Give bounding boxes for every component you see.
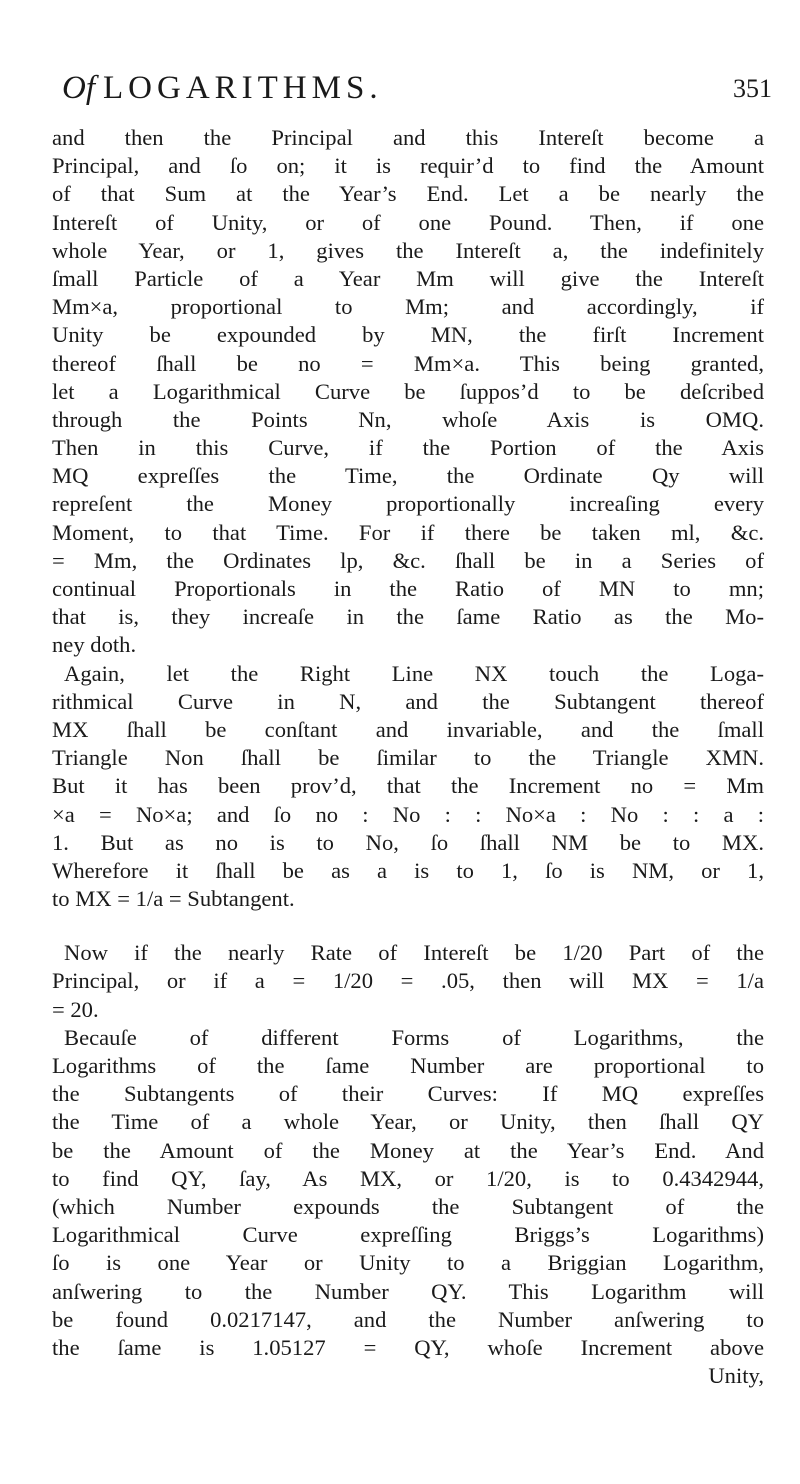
- text-line: ſo is one Year or Unity to a Briggian Logarithm,: [52, 1250, 764, 1276]
- running-title: [62, 70, 383, 107]
- page-number: 351: [733, 74, 772, 103]
- text-line: be the Amount of the Money at the Year’s End. And: [52, 1137, 764, 1163]
- text-line: Unity be expounded by MN, the firſt Increment: [52, 322, 764, 348]
- text-line: = Mm, the Ordinates lp, &c. ſhall be in a Series of: [52, 547, 764, 573]
- text-line: Then in this Curve, if the Portion of the Axis: [52, 435, 764, 461]
- text-line: ney doth.: [52, 632, 137, 658]
- text-line: of that Sum at the Year’s End. Let a be nearly the: [52, 181, 764, 207]
- text-line: Mm×a, proportional to Mm; and accordingly, if: [52, 294, 764, 320]
- text-line: ſmall Particle of a Year Mm will give the Intereſt: [52, 265, 764, 291]
- text-line: 1. But as no is to No, ſo ſhall NM be to MX.: [52, 829, 764, 855]
- text-line: MQ expreſſes the Time, the Ordinate Qy will: [52, 463, 764, 489]
- text-line: through the Points Nn, whoſe Axis is OMQ.: [52, 406, 764, 432]
- text-line: the ſame is 1.05127 = QY, whoſe Increment above: [52, 1334, 764, 1360]
- running-header: [62, 70, 772, 110]
- text-line: Logarithmical Curve expreſſing Briggs’s Logarithms): [52, 1222, 764, 1248]
- text-line: (which Number expounds the Subtangent of the: [52, 1193, 764, 1219]
- text-line: But it has been prov’d, that the Increment no = Mm: [52, 773, 764, 799]
- text-line: the Time of a whole Year, or Unity, then ſhall QY: [52, 1109, 764, 1135]
- text-line: anſwering to the Number QY. This Logarithm will: [52, 1278, 764, 1304]
- body-text: [52, 124, 764, 1390]
- text-line: Wherefore it ſhall be as a is to 1, ſo is NM, or 1,: [52, 857, 764, 883]
- text-line: Logarithms of the ſame Number are proportional to: [52, 1053, 764, 1078]
- text-line: Now if the nearly Rate of Intereſt be 1/20 Part of the: [64, 940, 764, 966]
- text-line: be found 0.0217147, and the Number anſwering to: [52, 1306, 764, 1332]
- text-line: and then the Principal and this Intereſt become a: [52, 125, 764, 150]
- text-line: = 20.: [52, 996, 99, 1022]
- text-line: continual Proportionals in the Ratio of MN to mn;: [52, 576, 764, 601]
- text-line: thereof ſhall be no = Mm×a. This being granted,: [52, 350, 764, 376]
- text-line: the Subtangents of their Curves: If MQ expreſſes: [52, 1081, 764, 1107]
- text-line: MX ſhall be conſtant and invariable, and the ſmall: [52, 716, 764, 742]
- text-line: to find QY, ſay, As MX, or 1/20, is to 0.4342944,: [52, 1165, 764, 1191]
- text-line: repreſent the Money proportionally increaſing every: [52, 491, 764, 517]
- text-line: Triangle Non ſhall be ſimilar to the Triangle XMN.: [52, 745, 764, 771]
- text-line: Principal, or if a = 1/20 = .05, then will MX = 1/a: [52, 968, 764, 994]
- text-line: ×a = No×a; and ſo no : No : : No×a : No : : a :: [52, 801, 764, 827]
- text-line: Intereſt of Unity, or of one Pound. Then, if one: [52, 209, 764, 235]
- text-line: Again, let the Right Line NX touch the Loga-: [64, 660, 764, 686]
- text-line: to MX = 1/a = Subtangent.: [52, 886, 295, 912]
- catchword: Unity,: [708, 1363, 764, 1389]
- text-line: Moment, to that Time. For if there be taken ml, &c.: [52, 519, 764, 545]
- running-title-text: LOGARITHMS.: [103, 70, 383, 106]
- text-line: Principal, and ſo on; it is requir’d to find the Amount: [52, 153, 764, 179]
- text-line: whole Year, or 1, gives the Intereſt a, the indefinitely: [52, 237, 764, 263]
- text-line: rithmical Curve in N, and the Subtangent thereof: [52, 688, 764, 714]
- text-line: that is, they increaſe in the ſame Ratio as the Mo-: [52, 604, 764, 630]
- text-line: let a Logarithmical Curve be ſuppos’d to be deſcribed: [52, 378, 764, 404]
- text-line: Becauſe of different Forms of Logarithms, the: [64, 1024, 764, 1050]
- running-title-of: Of: [62, 70, 95, 106]
